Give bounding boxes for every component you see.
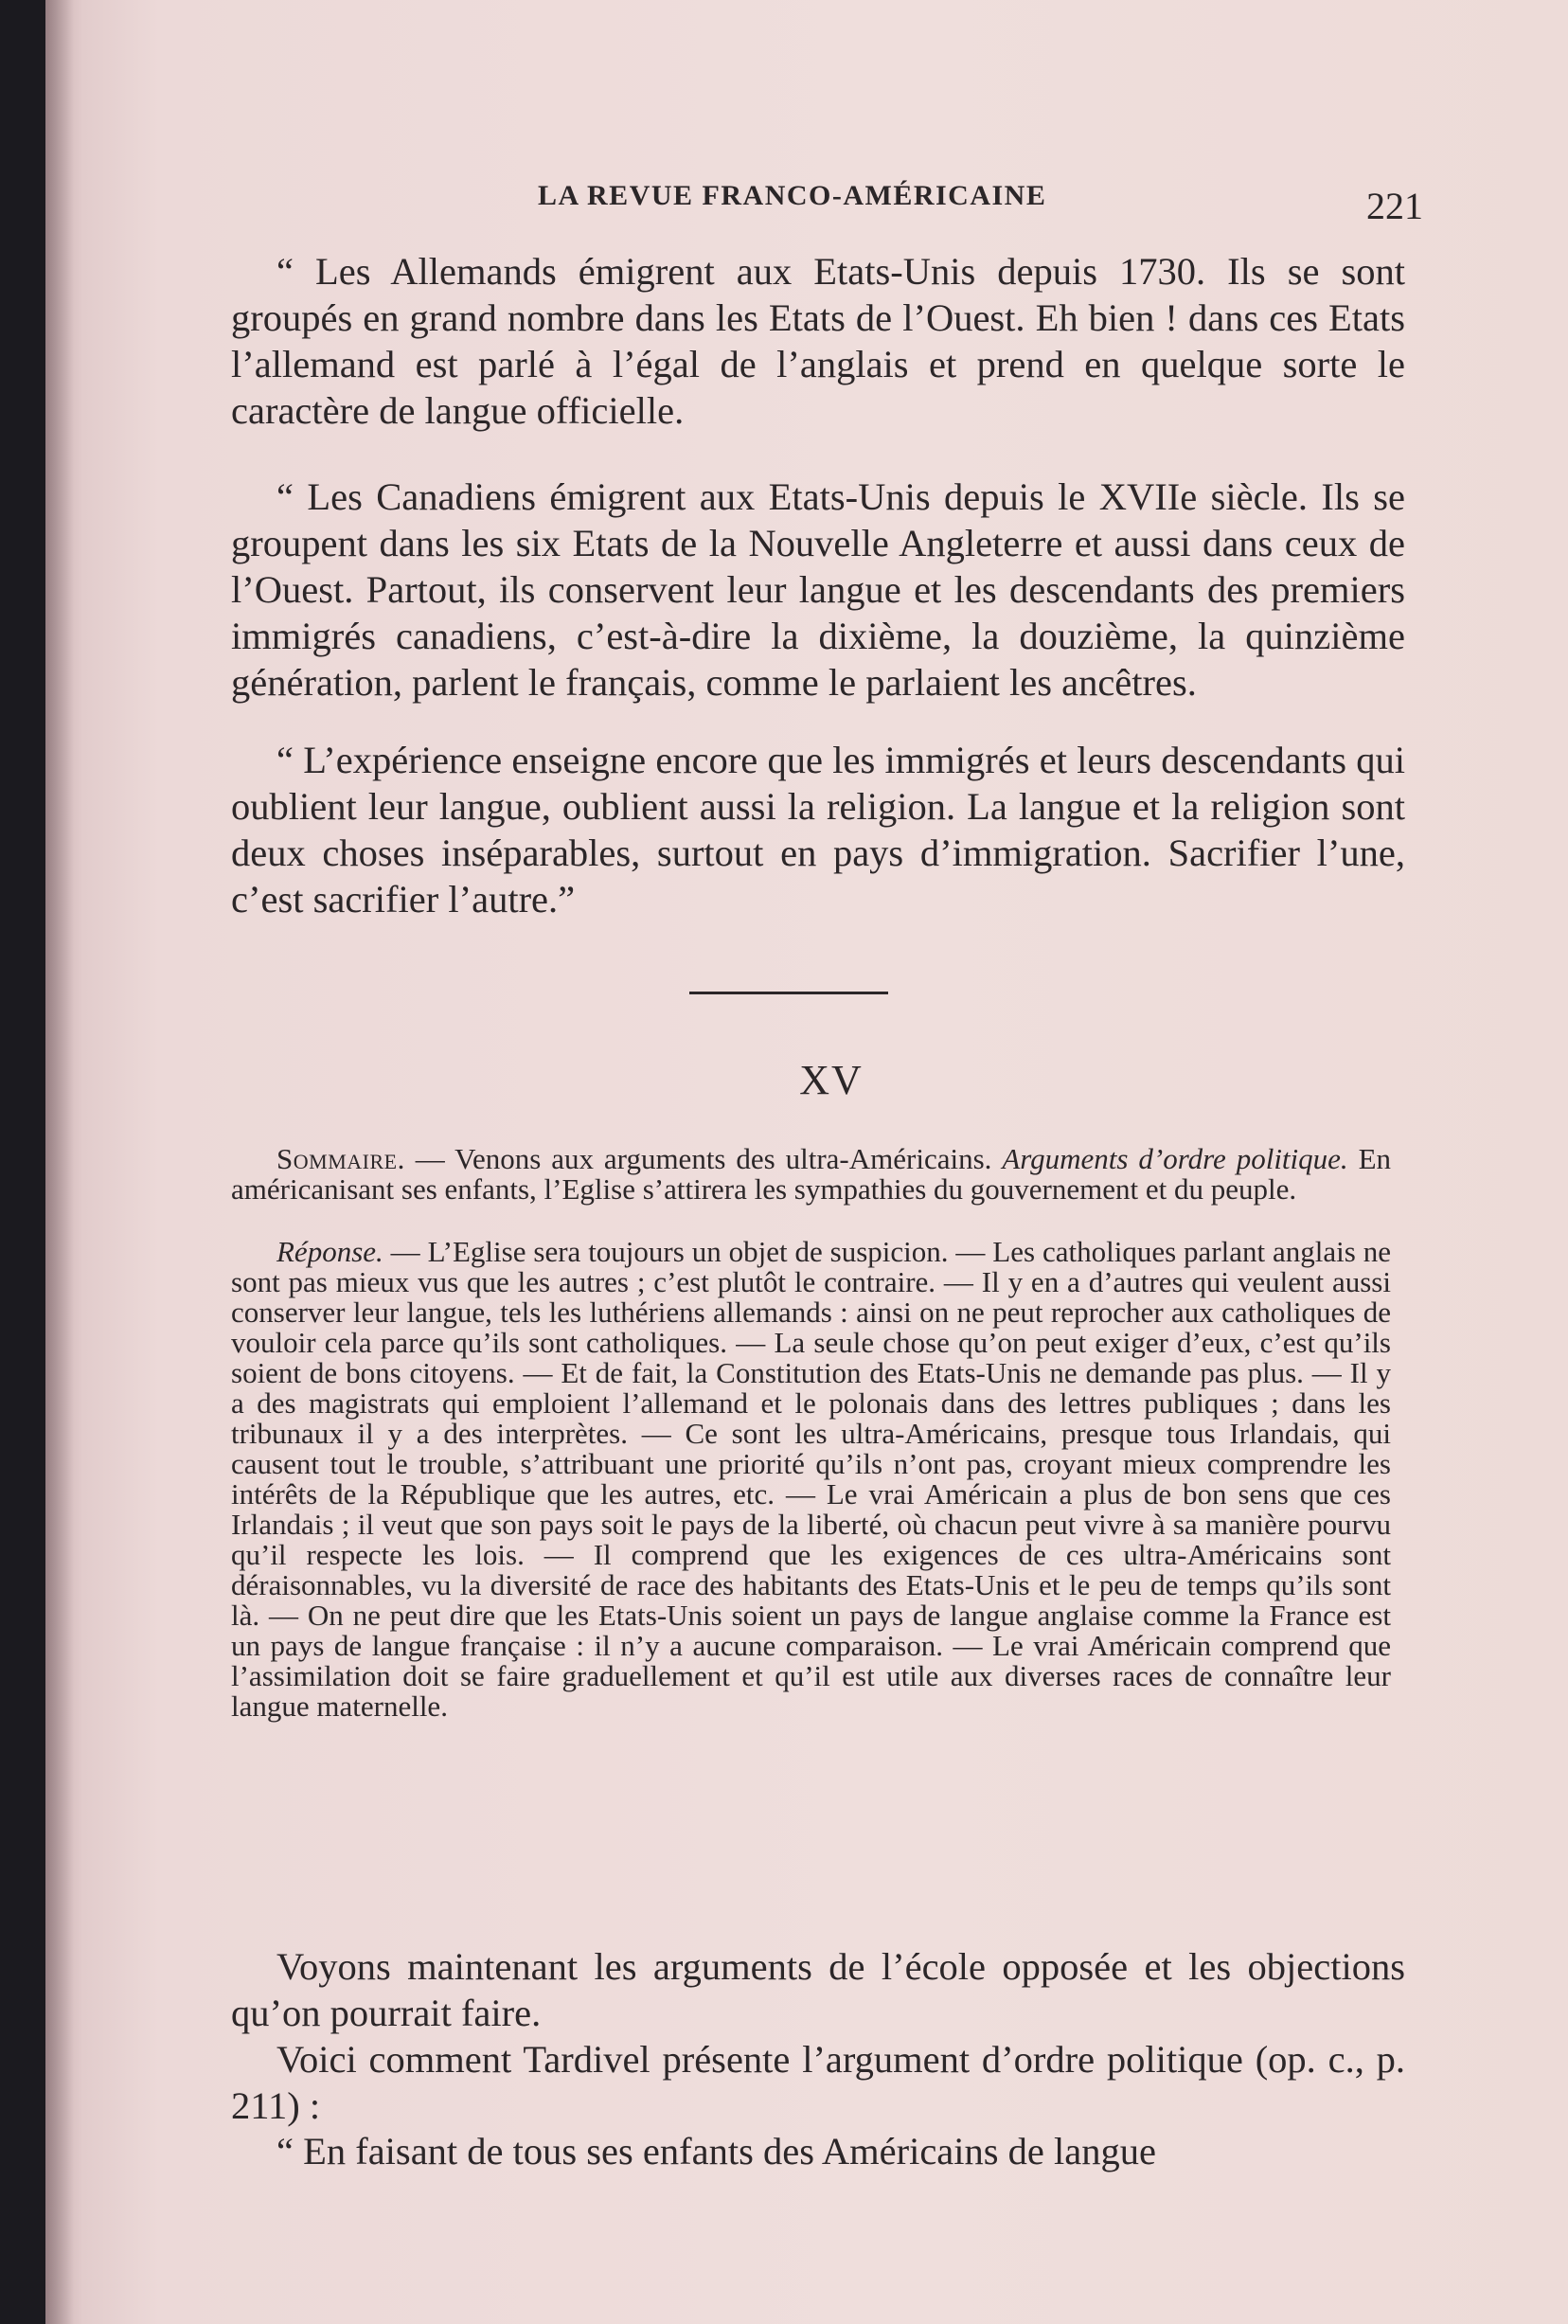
summary-response-paragraph (231, 1237, 1391, 1722)
summary-label: Sommaire. (276, 1142, 405, 1175)
body-paragraph: “ En faisant de tous ses enfants des Américains de langue (276, 2130, 1156, 2172)
summary-response-text: — L’Eglise sera toujours un objet de suspicion. — Les catholiques parlant anglais ne sont pas mieux vus que les autres ; c’est plutôt le contraire. — Il y en a d’autres qui veulent aussi conserver leur langue, tels les luthériens allemands : ainsi on ne peut reprocher aux catholiques de vouloir cela parce qu’ils sont catholiques. — La seule chose qu’on peut exiger d’eux, c’est qu’ils soient de bons citoyens. — Et de fait, la Constitution des Etats-Unis ne demande pas plus. — Il y a des magistrats qui emploient l’allemand et le polonais dans des lettres publiques ; dans les tribunaux il y a des interprètes. — Ce sont les ultra-Américains, presque tous Irlandais, qui causent tout le trouble, s’attribuant une priorité qu’ils n’ont pas, croyant mieux comprendre les intérêts de la République que les autres, etc. — Le vrai Américain a plus de bon sens que ces Irlandais ; il veut que son pays soit le pays de la liberté, où chacun peut vivre à sa manière pourvu qu’il respecte les lois. — Il comprend que les exigences de ces ultra-Américains sont déraisonnables, vu la diversité de race des habitants des Etats-Unis et le peu de temps qu’ils sont là. — On ne peut dire que les Etats-Unis soient un pays de langue anglaise comme la France est un pays de langue française : il n’y a aucune comparaison. — Le vrai Américain comprend que l’assimilation doit se faire graduellement et qu’il est utile aux diverses races de connaître leur langue maternelle. (231, 1235, 1391, 1723)
running-title: LA REVUE FRANCO-AMÉRICAINE (538, 180, 1047, 211)
summary-intro: — Venons aux arguments des ultra-Américains. (404, 1142, 1003, 1175)
section-divider (689, 992, 888, 994)
body-paragraph: Voyons maintenant les arguments de l’école opposée et les objections qu’on pourrait faire. (231, 1945, 1405, 2034)
running-head (538, 180, 1423, 227)
section-heading: XV (799, 1057, 864, 1103)
quote-paragraph: “ Les Allemands émigrent aux Etats-Unis depuis 1730. Ils se sont groupés en grand nombre dans les Etats de l’Ouest. Eh bien ! dans ces Etats l’allemand est parlé à l’égal de l’anglais et prend en quelque sorte le caractère de langue officielle. (231, 250, 1405, 432)
page-binding-shadow (45, 0, 74, 2324)
summary-response-label: Réponse. (276, 1235, 383, 1268)
body-paragraph: Voici comment Tardivel présente l’argument d’ordre politique (op. c., p. 211) : (231, 2038, 1405, 2127)
book-page (45, 0, 1568, 2324)
summary-paragraph (231, 1144, 1391, 1205)
page-number: 221 (1366, 185, 1423, 227)
summary-political-label: Arguments d’ordre politique. (1002, 1142, 1348, 1175)
quote-paragraph: “ L’expérience enseigne encore que les immigrés et leurs descendants qui oublient leur langue, oublient aussi la religion. La langue et la religion sont deux choses inséparables, surtout en pays d’immigration. Sacrifier l’une, c’est sacrifier l’autre.” (231, 739, 1405, 921)
quote-paragraph: “ Les Canadiens émigrent aux Etats-Unis depuis le XVIIe siècle. Ils se groupent dans les six Etats de la Nouvelle Angleterre et aussi dans ceux de l’Ouest. Partout, ils conservent leur langue et les descendants des premiers immigrés canadiens, c’est-à-dire la dixième, la douzième, la quinzième génération, parlent le français, comme le parlaient les ancêtres. (231, 475, 1405, 704)
summary-political-text: En américanisant ses enfants, l’Eglise s’attirera les sympathies du gouvernement et du peuple. (231, 1142, 1392, 1206)
